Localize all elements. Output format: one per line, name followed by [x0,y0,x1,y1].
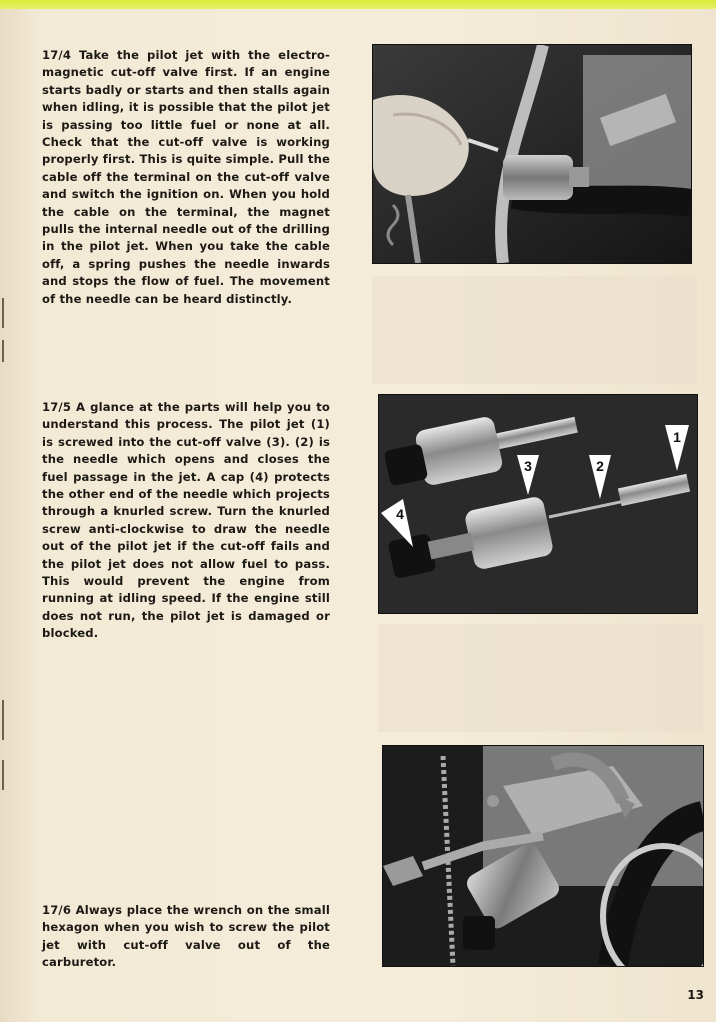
binding-mark [2,760,4,790]
photo-parts-numbered [378,394,698,614]
callout-label: 3 [524,458,532,474]
paragraph-17-4 [42,47,330,308]
page-number: 13 [687,988,704,1002]
section-number: 17/5 [42,400,72,414]
paragraph-17-6 [42,902,330,972]
callout-label: 1 [673,429,681,445]
binding-mark [2,700,4,740]
callout-label: 2 [596,458,604,474]
binding-mark [2,298,4,328]
section-number: 17/6 [42,903,72,917]
photo-carburetor-hand [372,44,692,264]
top-color-strip [0,0,716,9]
section-text: Always place the wrench on the small hexagon when you wish to screw the pilot jet with cut-off valve out of the carburetor. [42,903,331,970]
section-number: 17/4 [42,48,72,62]
section-text: Take the pilot jet with the electro-magnetic cut-off valve first. If an engine starts badly or starts and then stalls again when idling, it is possible that the pilot jet is passing too little fuel or none at all. Check that the cut-off valve is working properly first. This is quite simple. Pull the cable off the terminal on the cut-off valve and switch the ignition on. When you hold the cable on the terminal, the magnet pulls the internal needle out of the drilling in the pilot jet. When you take the cable off, a spring pushes the needle inwards and stops the flow of fuel. The movement of the needle can be heard distinctly. [42,48,330,306]
callout-label: 4 [396,506,404,522]
photo-wrench-hexagon [382,745,704,967]
paragraph-17-5 [42,399,330,643]
show-through-area [372,276,697,384]
binding-mark [2,340,4,362]
show-through-area [378,624,703,732]
section-text: A glance at the parts will help you to understand this process. The pilot jet (1) is screwed into the cut-off valve (3). (2) is the needle which opens and closes the fuel passage in the jet. A cap (4) protects the other end of the needle which projects through a knurled screw. Turn the knurled screw anti-clockwise to draw the needle out of the pilot jet if the cut-off fails and the pilot jet does not allow fuel to pass. This would prevent the engine from running at idling speed. If the engine still does not run, the pilot jet is damaged or blocked. [42,400,330,641]
